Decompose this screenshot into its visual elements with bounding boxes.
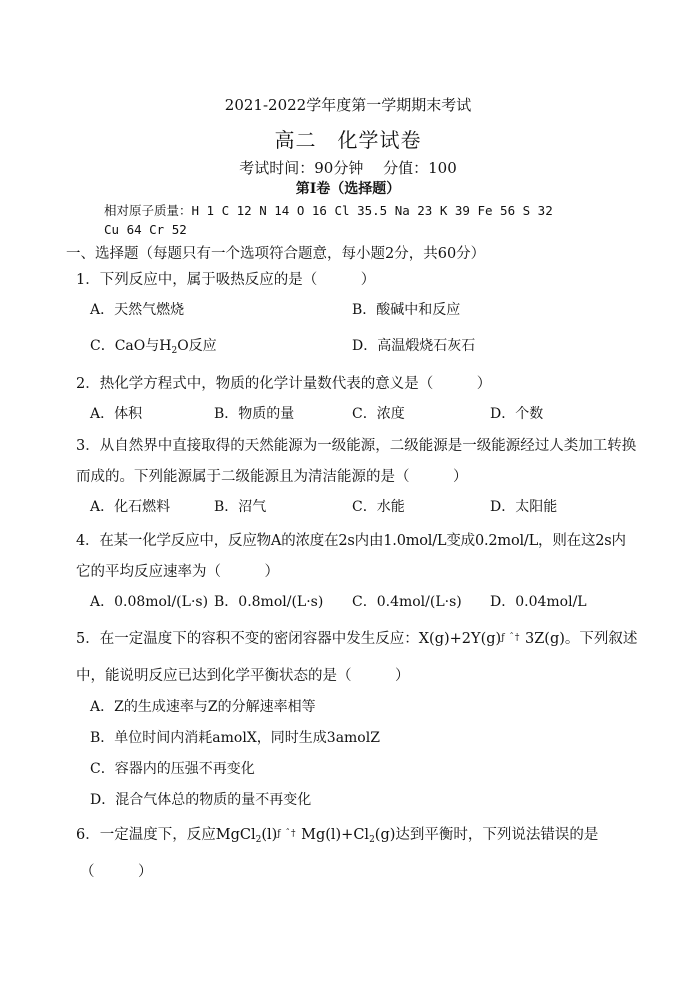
question-3-stem-line-2: 而成的。下列能源属于二级能源且为清洁能源的是（ ） bbox=[76, 469, 468, 485]
part-title: 第Ⅰ卷（选择题） bbox=[295, 181, 401, 197]
subscript: 2 bbox=[255, 835, 262, 845]
equilibrium-arrow-glyph: ƒ ˆ† bbox=[501, 633, 521, 643]
equilibrium-arrow-glyph: ƒ ˆ† bbox=[277, 829, 297, 839]
question-3-option-d: D．太阳能 bbox=[490, 499, 558, 515]
question-2-option-b: B．物质的量 bbox=[214, 406, 295, 422]
question-5-option-b: B．单位时间内消耗amolX，同时生成3amolZ bbox=[90, 730, 380, 746]
question-text: (g)达到平衡时，下列说法错误的是 bbox=[374, 827, 599, 843]
question-5-option-c: C．容器内的压强不再变化 bbox=[90, 761, 255, 777]
question-3-option-c: C．水能 bbox=[352, 499, 405, 515]
option-text: O反应 bbox=[177, 338, 217, 354]
question-4-option-c: C．0.4mol/(L·s) bbox=[352, 594, 462, 610]
question-5-option-a: A．Z的生成速率与Z的分解速率相等 bbox=[90, 699, 316, 715]
question-1-option-a: A．天然气燃烧 bbox=[90, 302, 185, 318]
question-text: 5．在一定温度下的容积不变的密闭容器中发生反应：X(g)+2Y(g) bbox=[76, 631, 502, 647]
question-4-stem-line-2: 它的平均反应速率为（ ） bbox=[76, 564, 279, 580]
question-6-stem-line-1 bbox=[76, 823, 598, 844]
question-text: (l) bbox=[261, 827, 278, 843]
question-text: Mg(l)+Cl bbox=[301, 827, 370, 843]
question-2-stem: 2．热化学方程式中，物质的化学计量数代表的意义是（ ） bbox=[76, 376, 492, 392]
question-2-option-a: A．体积 bbox=[90, 406, 143, 422]
question-3-option-b: B．沼气 bbox=[214, 499, 267, 515]
question-4-stem-line-1: 4．在某一化学反应中，反应物A的浓度在2s内由1.0mol/L变成0.2mol/L，则在这2s内 bbox=[76, 533, 626, 549]
question-5-option-d: D．混合气体总的物质的量不再变化 bbox=[90, 792, 312, 808]
option-text: C．CaO与H bbox=[90, 338, 172, 354]
question-4-option-b: B．0.8mol/(L·s) bbox=[214, 594, 324, 610]
atomic-mass-text: Cu 64 Cr 52 bbox=[104, 222, 187, 237]
question-2-option-d: D．个数 bbox=[490, 406, 544, 422]
question-1-option-b: B．酸碱中和反应 bbox=[352, 302, 461, 318]
question-text: 6．一定温度下，反应MgCl bbox=[76, 827, 256, 843]
atomic-mass-text: 相对原子质量：H 1 C 12 N 14 O 16 Cl 35.5 Na 23 K 39 Fe 56 S 32 bbox=[104, 203, 553, 218]
section-heading: 一、选择题（每题只有一个选项符合题意，每小题2分，共60分） bbox=[66, 246, 486, 262]
question-3-option-a: A．化石燃料 bbox=[90, 499, 171, 515]
atomic-mass-line-1 bbox=[104, 201, 553, 219]
question-5-stem-line-1 bbox=[76, 627, 637, 648]
question-1-option-c bbox=[90, 335, 217, 355]
question-text: 3Z(g)。下列叙述 bbox=[525, 631, 638, 647]
exam-year-title: 2021-2022学年度第一学期期末考试 bbox=[224, 96, 472, 114]
question-3-stem-line-1: 3．从自然界中直接取得的天然能源为一级能源，二级能源是一级能源经过人类加工转换 bbox=[76, 438, 637, 454]
question-5-stem-line-2: 中，能说明反应已达到化学平衡状态的是（ ） bbox=[76, 668, 410, 684]
question-4-option-a: A．0.08mol/(L·s) bbox=[90, 594, 209, 610]
question-1-option-d: D．高温煅烧石灰石 bbox=[352, 338, 476, 354]
exam-subject-title: 高二 化学试卷 bbox=[274, 128, 422, 152]
question-6-answer-blank: （ ） bbox=[80, 864, 153, 880]
question-2-option-c: C．浓度 bbox=[352, 406, 405, 422]
subscript: 2 bbox=[171, 346, 178, 356]
question-1-stem: 1．下列反应中，属于吸热反应的是（ ） bbox=[76, 272, 376, 288]
subscript: 2 bbox=[369, 835, 375, 845]
question-4-option-d: D．0.04mol/L bbox=[490, 594, 587, 610]
exam-time-score: 考试时间：90分钟 分值：100 bbox=[239, 159, 457, 177]
atomic-mass-line-2 bbox=[104, 222, 187, 237]
